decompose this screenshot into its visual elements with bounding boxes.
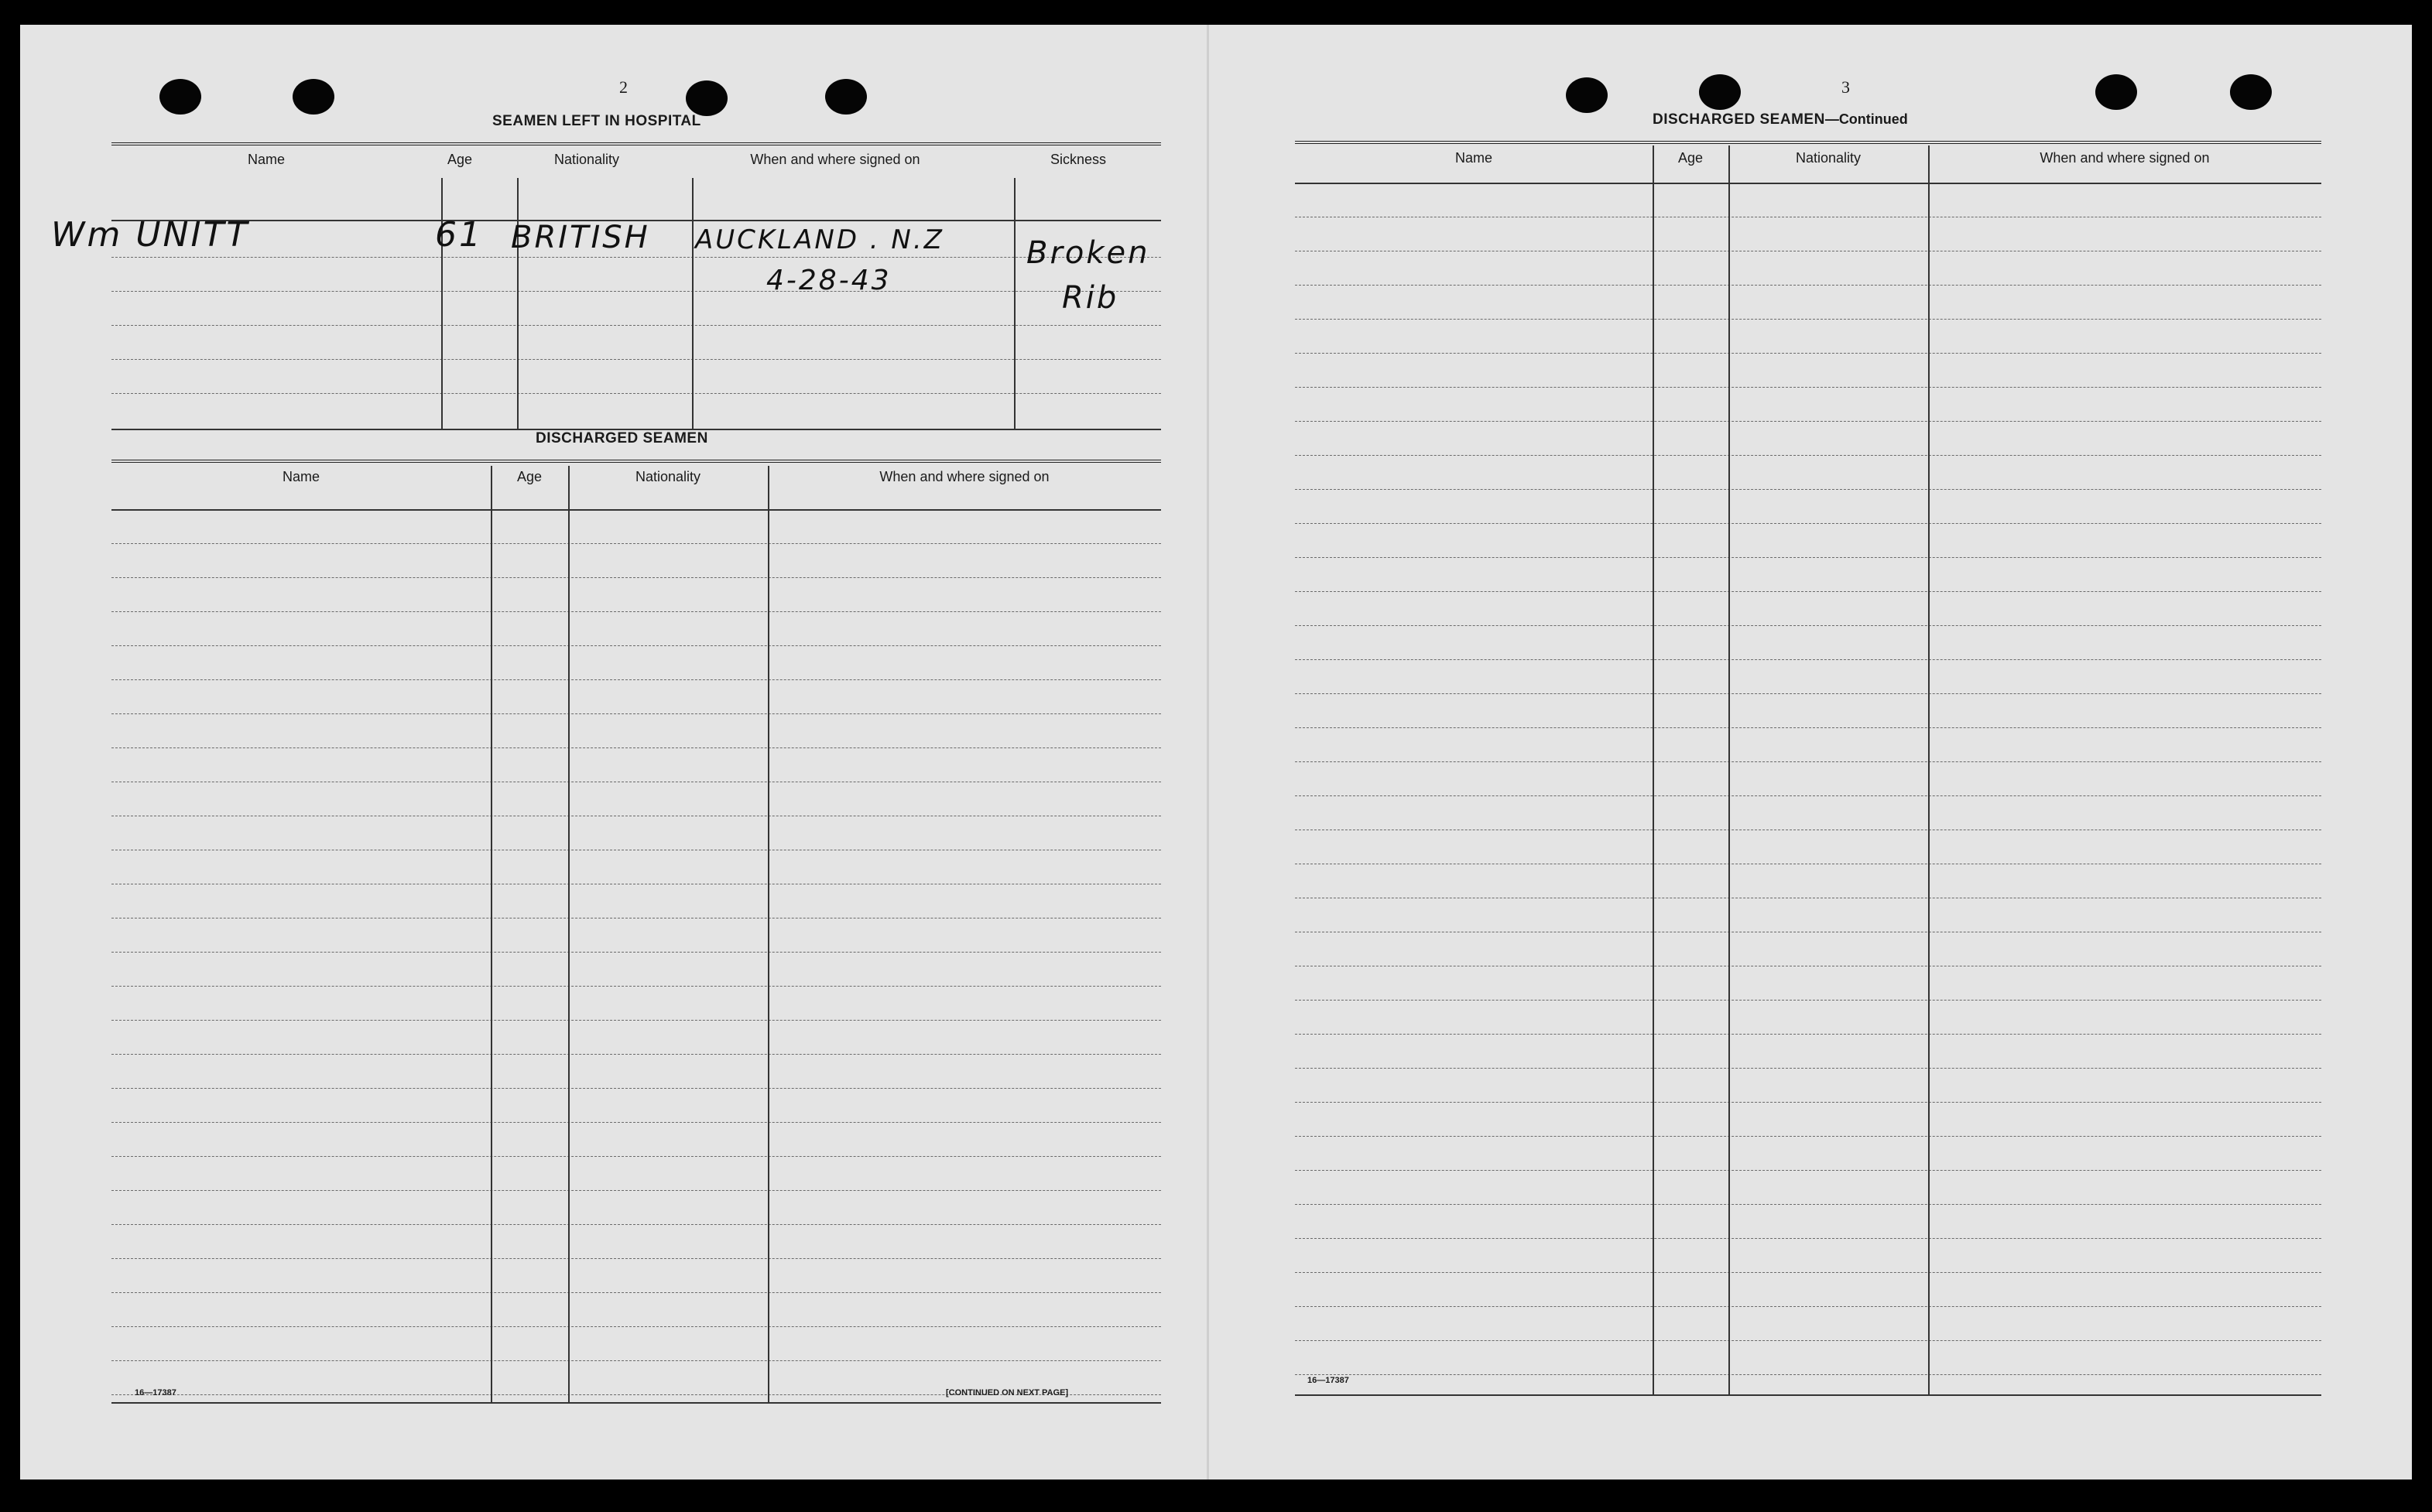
ruled-line [1295,421,2321,422]
ruled-line [111,611,1161,612]
ruled-line [1295,693,2321,694]
punch-hole [1699,74,1741,110]
ruled-line [111,1122,1161,1123]
ruled-line [111,1156,1161,1157]
right-page [1208,25,2412,1480]
ruled-line [111,747,1161,748]
column-header-signed-on: When and where signed on [879,469,1050,484]
ruled-line [111,1190,1161,1191]
handwritten-date: 4-28-43 [766,265,892,296]
page-number: 3 [1841,77,1850,97]
column-header-age: Age [1677,150,1704,166]
ruled-line [1295,591,2321,592]
continued-note: [CONTINUED ON NEXT PAGE] [946,1388,1069,1397]
handwritten-age: 61 [435,215,483,255]
ruled-line [1295,523,2321,524]
punch-hole [2095,74,2137,110]
hospital-section-title: SEAMEN LEFT IN HOSPITAL [492,113,701,129]
hospital-table [111,142,1161,436]
ruled-line [111,645,1161,646]
ruled-line [1295,1068,2321,1069]
ruled-line [1295,557,2321,558]
ruled-line [1295,727,2321,728]
punch-hole [686,80,728,116]
punch-hole [293,79,334,115]
column-header-name: Name [1454,150,1492,166]
ruled-line [111,1292,1161,1293]
punch-hole [159,79,201,115]
ruled-line [1295,387,2321,388]
ruled-line [1295,1170,2321,1171]
handwritten-nationality: BRITISH [511,220,650,255]
column-header-age: Age [516,469,543,484]
column-header-sickness: Sickness [1050,152,1107,167]
ruled-line [111,1326,1161,1327]
punch-hole [2230,74,2272,110]
ruled-line [111,1020,1161,1021]
ruled-line [1295,625,2321,626]
handwritten-place: AUCKLAND . N.Z [695,224,944,255]
column-header-name: Name [282,469,320,484]
column-header-signed-on: When and where signed on [750,152,920,167]
ruled-line [1295,761,2321,762]
ruled-line [111,577,1161,578]
ruled-line [111,1224,1161,1225]
ruled-line [1295,353,2321,354]
punch-hole [825,79,867,115]
left-page [20,25,1208,1480]
column-header-nationality: Nationality [635,469,701,484]
ruled-line [1295,1102,2321,1103]
ruled-line [111,713,1161,714]
discharged-continued-title: DISCHARGED SEAMEN—Continued [1653,111,1908,128]
ruled-line [1295,1272,2321,1273]
ruled-line [1295,1034,2321,1035]
discharged-continued-table [1295,141,2321,1399]
column-header-signed-on: When and where signed on [2040,150,2210,166]
form-number: 16—17387 [135,1388,176,1397]
punch-hole [1566,77,1608,113]
ruled-line [1295,659,2321,660]
ruled-line [1295,455,2321,456]
ruled-line [1295,319,2321,320]
ruled-line [111,679,1161,680]
ruled-line [111,1360,1161,1361]
form-number: 16—17387 [1307,1376,1349,1385]
ruled-line [1295,795,2321,796]
column-header-nationality: Nationality [1795,150,1862,166]
ruled-line [1295,1238,2321,1239]
ruled-line [1295,1204,2321,1205]
ruled-line [1295,1136,2321,1137]
ruled-line [1295,1340,2321,1341]
ruled-line [1295,489,2321,490]
ruled-line [111,952,1161,953]
ruled-line [111,986,1161,987]
ruled-line [111,1258,1161,1259]
column-header-age: Age [447,152,473,167]
handwritten-name: Wm UNITT [51,215,250,255]
ruled-line [1295,1374,2321,1375]
discharged-section-title: DISCHARGED SEAMEN [536,430,708,446]
ruled-line [111,1088,1161,1089]
ruled-line [1295,1000,2321,1001]
column-header-name: Name [247,152,285,167]
page-number: 2 [619,77,628,97]
ruled-line [1295,285,2321,286]
ruled-line [111,1054,1161,1055]
ruled-line [1295,1306,2321,1307]
document-sheet [20,25,2412,1480]
column-header-nationality: Nationality [553,152,620,167]
handwritten-sickness: Broken [1026,235,1150,271]
discharged-table [111,460,1161,1405]
ruled-line [111,543,1161,544]
handwritten-sickness: Rib [1062,280,1119,316]
